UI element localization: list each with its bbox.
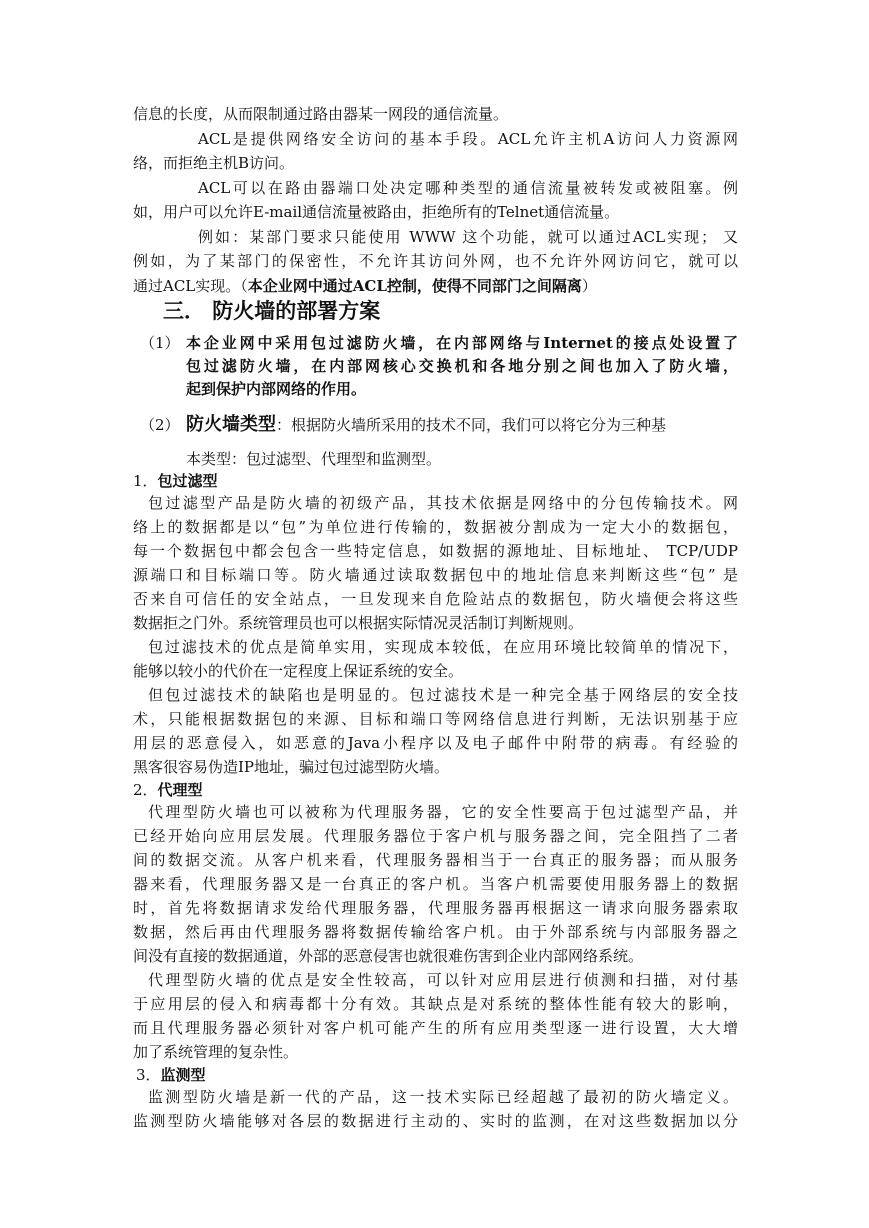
text-line: 用层的恶意侵入，如恶意的Java小程序以及电子邮件中附带的病毒。有经验的: [133, 734, 738, 752]
list-item-text: 本企业网中采用包过滤防火墙，在内部网络与Internet的接点处设置了: [186, 334, 738, 352]
list-item-text: [186, 413, 666, 437]
text-line: 每一个数据包中都会包含一些特定信息，如数据的源地址、目标地址、 TCP/UDP: [133, 542, 738, 560]
text-line: 已经开始向应用层发展。代理服务器位于客户机与服务器之间，完全阻挡了二者: [133, 827, 738, 845]
text-line: 但包过滤技术的缺陷也是明显的。包过滤技术是一种完全基于网络层的安全技: [148, 686, 738, 704]
text-line: 间的数据交流。从客户机来看，代理服务器相当于一台真正的服务器；而从服务: [133, 851, 738, 869]
list-number: （1）: [140, 334, 180, 352]
list-item-text: 包过滤防火墙，在内部网核心交换机和各地分别之间也加入了防火墙，: [186, 357, 738, 375]
text-line: 络，而拒绝主机B访问。: [133, 154, 295, 172]
text-line: 于应用层的侵入和病毒都十分有效。其缺点是对系统的整体性能有较大的影响，: [133, 995, 738, 1013]
text-line: 数据拒之门外。系统管理员也可以根据实际情况灵活制订判断规则。: [133, 614, 584, 632]
subheading-number: 3．: [136, 1066, 161, 1084]
text-line: 数据，然后再由代理服务器将数据传输给客户机。由于外部系统与内部服务器之: [133, 923, 738, 941]
text-line: ACL是提供网络安全访问的基本手段。ACL允许主机A访问人力资源网: [198, 130, 738, 148]
text-line: 源端口和目标端口等。防火墙通过读取数据包中的地址信息来判断这些“包” 是: [133, 566, 738, 584]
subheading: [133, 471, 218, 491]
text-line: 代理型防火墙也可以被称为代理服务器，它的安全性要高于包过滤型产品，并: [148, 803, 738, 821]
text-line: 监测型防火墙能够对各层的数据进行主动的、实时的监测，在对这些数据加以分: [133, 1112, 738, 1130]
subheading-number: 2．: [133, 781, 158, 799]
text-line: 信息的长度，从而限制通过路由器某一网段的通信流量。: [133, 105, 509, 123]
subheading: [136, 1065, 206, 1085]
subheading-text: 监测型: [160, 1066, 206, 1084]
text-normal: ：根据防火墙所采用的技术不同，我们可以将它分为三种基: [276, 416, 667, 434]
text-bold: 防火墙类型: [186, 414, 276, 435]
text-line: 包过滤型产品是防火墙的初级产品，其技术依据是网络中的分包传输技术。网: [148, 494, 738, 512]
text-line: 例如，为了某部门的保密性，不允许其访问外网，也不允许外网访问它，就可以: [133, 252, 738, 270]
section-heading: 三． 防火墙的部署方案: [163, 299, 381, 323]
text-line: 能够以较小的代价在一定程度上保证系统的安全。: [133, 662, 464, 680]
list-item-text: 本类型：包过滤型、代理型和监测型。: [186, 450, 442, 468]
text-line: 黑客很容易伪造IP地址，骗过包过滤型防火墙。: [133, 758, 450, 776]
text-line: 代理型防火墙的优点是安全性较高，可以针对应用层进行侦测和扫描，对付基: [148, 971, 738, 989]
text-bold: 本企业网中通过ACL控制，使得不同部门之间隔离: [247, 277, 582, 295]
text-line: 否来自可信任的安全站点，一旦发现来自危险站点的数据包，防火墙便会将这些: [133, 590, 738, 608]
list-item-text: 起到保护内部网络的作用。: [186, 380, 367, 398]
text-line: 而且代理服务器必须针对客户机可能产生的所有应用类型逐一进行设置，大大增: [133, 1019, 738, 1037]
subheading-text: 代理型: [157, 781, 203, 799]
text-line: 监测型防火墙是新一代的产品，这一技术实际已经超越了最初的防火墙定义。: [148, 1088, 738, 1106]
text-line: 络上的数据都是以“包”为单位进行传输的，数据被分割成为一定大小的数据包，: [133, 518, 738, 536]
text-line: 器来看，代理服务器又是一台真正的客户机。当客户机需要使用服务器上的数据: [133, 875, 738, 893]
text-line: 如，用户可以允许E-mail通信流量被路由，拒绝所有的Telnet通信流量。: [133, 203, 620, 221]
subheading-text: 包过滤型: [157, 472, 218, 490]
subheading-number: 1．: [133, 472, 158, 490]
subheading: [133, 780, 203, 800]
text-line: 时，首先将数据请求发给代理服务器，代理服务器再根据这一请求向服务器索取: [133, 899, 738, 917]
text-line: 间没有直接的数据通道，外部的恶意侵害也就很难伤害到企业内部网络系统。: [133, 947, 644, 965]
text-line: 包过滤技术的优点是简单实用，实现成本较低，在应用环境比较简单的情况下，: [148, 638, 738, 656]
text-line: [133, 276, 597, 296]
text-normal: 通过ACL实现。（: [133, 277, 248, 295]
text-line: 例如：某部门要求只能使用 WWW 这个功能，就可以通过ACL实现； 又: [198, 228, 738, 246]
text-line: 加了系统管理的复杂性。: [133, 1043, 299, 1061]
text-line: ACL可以在路由器端口处决定哪种类型的通信流量被转发或被阻塞。例: [198, 179, 738, 197]
text-line: 术，只能根据数据包的来源、目标和端口等网络信息进行判断，无法识别基于应: [133, 710, 738, 728]
text-normal: ）: [581, 277, 597, 295]
list-number: （2）: [140, 416, 180, 434]
